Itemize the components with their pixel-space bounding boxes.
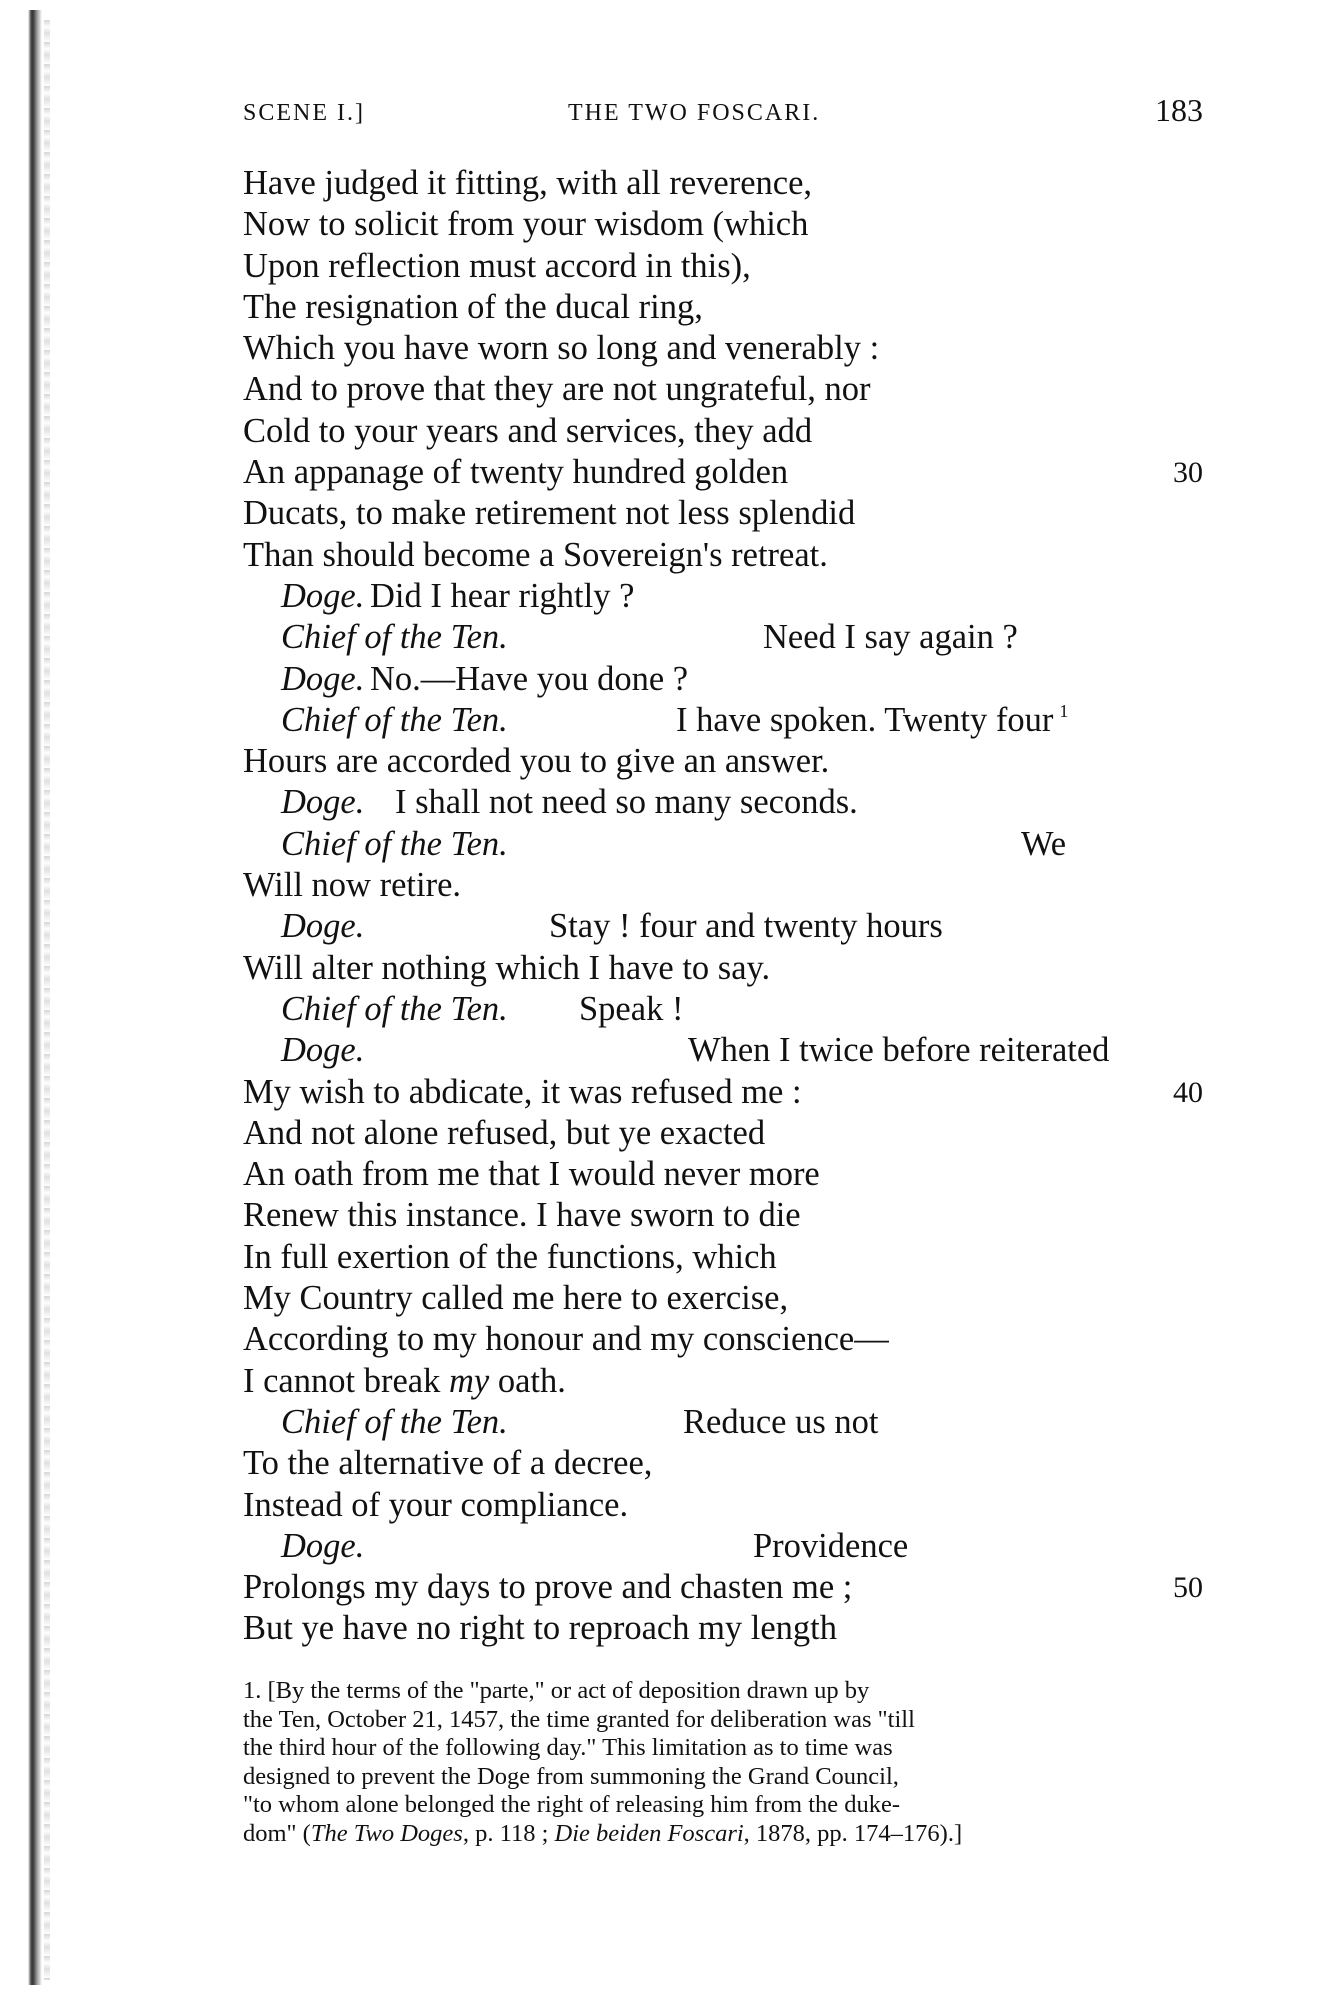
- verse-line: Have judged it fitting, with all reverence,: [243, 164, 813, 202]
- verse-line: Doge. I shall not need so many seconds.: [243, 782, 1203, 823]
- speaker-name: Doge.: [281, 659, 365, 698]
- verse-line: Chief of the Ten. Need I say again ?: [243, 617, 1203, 658]
- speaker-name: Doge.: [281, 783, 365, 822]
- footnote-line: the Ten, October 21, 1457, the time granted for deliberation was "till: [243, 1705, 915, 1733]
- verse-line: And to prove that they are not ungrateful, nor: [243, 370, 871, 409]
- verse-line: Now to solicit from your wisdom (which: [243, 205, 809, 244]
- verse-line: Renew this instance. I have sworn to die: [243, 1196, 801, 1235]
- speaker-name: Chief of the Ten.: [281, 1402, 508, 1441]
- verse-line: Doge. No.—Have you done ?: [243, 659, 1203, 700]
- footnote-line: 1. [By the terms of the "parte," or act of deposition drawn up by: [243, 1677, 870, 1704]
- verse-line: My wish to abdicate, it was refused me : 40: [243, 1072, 1203, 1113]
- speaker-name: Doge.: [281, 1526, 365, 1565]
- verse-line: To the alternative of a decree,: [243, 1444, 653, 1483]
- verse-line: My Country called me here to exercise,: [243, 1279, 789, 1318]
- verse-text: [243, 163, 1203, 1650]
- verse-line: And not alone refused, but ye exacted: [243, 1113, 766, 1152]
- speaker-name: Doge.: [281, 1031, 365, 1070]
- verse-line: Doge. Providence: [243, 1526, 1203, 1567]
- speaker-name: Doge.: [281, 907, 365, 946]
- verse-line: In full exertion of the functions, which: [243, 1237, 777, 1276]
- scene-label: SCENE I.]: [243, 100, 365, 126]
- verse-line: Chief of the Ten. Reduce us not: [243, 1402, 1203, 1443]
- verse-line: Cold to your years and services, they add: [243, 411, 813, 450]
- verse-line: I cannot break my oath.: [243, 1361, 566, 1400]
- citation-title: Die beiden Foscari: [554, 1819, 744, 1847]
- verse-line: Hours are accorded you to give an answer.: [243, 742, 830, 781]
- verse-line: An oath from me that I would never more: [243, 1155, 820, 1194]
- page-number: 183: [1155, 92, 1203, 128]
- verse-line: An appanage of twenty hundred golden 30: [243, 452, 1203, 493]
- speaker-name: Chief of the Ten.: [281, 700, 508, 739]
- footnote-marker: 1: [1059, 700, 1069, 721]
- speaker-name: Chief of the Ten.: [281, 824, 508, 863]
- footnote-line: the third hour of the following day." This limitation as to time was: [243, 1734, 893, 1761]
- verse-line: Chief of the Ten. I have spoken. Twenty four $^1$: [243, 700, 1203, 741]
- verse-line: Ducats, to make retirement not less splendid: [243, 494, 856, 533]
- emphasis: my: [448, 1361, 490, 1400]
- speaker-name: Chief of the Ten.: [281, 989, 508, 1028]
- verse-line: Upon reflection must accord in this),: [243, 246, 751, 285]
- verse-line: Instead of your compliance.: [243, 1485, 629, 1524]
- speaker-name: Doge.: [281, 576, 365, 615]
- verse-line: Will now retire.: [243, 866, 462, 905]
- verse-line: According to my honour and my conscience—: [243, 1320, 889, 1359]
- running-header: [243, 92, 1203, 132]
- line-number: 40: [1173, 1075, 1203, 1109]
- page-binding-shadow: [44, 20, 50, 1980]
- verse-line: Doge. When I twice before reiterated: [243, 1030, 1203, 1071]
- verse-line: Prolongs my days to prove and chasten me ; 50: [243, 1567, 1203, 1608]
- footnote-line: dom" (The Two Doges, p. 118 ; Die beiden Foscari, 1878, pp. 174–176).]: [243, 1819, 963, 1847]
- page-binding-edge: [28, 10, 42, 1985]
- verse-line: But ye have no right to reproach my length: [243, 1609, 838, 1648]
- footnote: [243, 1677, 1203, 1848]
- line-number: 30: [1173, 456, 1203, 490]
- verse-line: Doge. Did I hear rightly ?: [243, 576, 1203, 617]
- verse-line: Chief of the Ten. Speak !: [243, 989, 1203, 1030]
- verse-line: The resignation of the ducal ring,: [243, 287, 703, 326]
- verse-line: Which you have worn so long and venerably :: [243, 329, 880, 368]
- line-number: 50: [1173, 1571, 1203, 1605]
- book-title: THE TWO FOSCARI.: [568, 100, 821, 126]
- footnote-line: designed to prevent the Doge from summoning the Grand Council,: [243, 1762, 899, 1790]
- verse-line: Will alter nothing which I have to say.: [243, 948, 771, 987]
- verse-line: Than should become a Sovereign's retreat.: [243, 535, 828, 574]
- speaker-name: Chief of the Ten.: [281, 618, 508, 657]
- verse-line: Chief of the Ten. We: [243, 824, 1203, 865]
- verse-line: Doge. Stay ! four and twenty hours: [243, 906, 1203, 947]
- citation-title: The Two Doges: [310, 1819, 463, 1847]
- footnote-line: "to whom alone belonged the right of releasing him from the duke-: [243, 1791, 901, 1818]
